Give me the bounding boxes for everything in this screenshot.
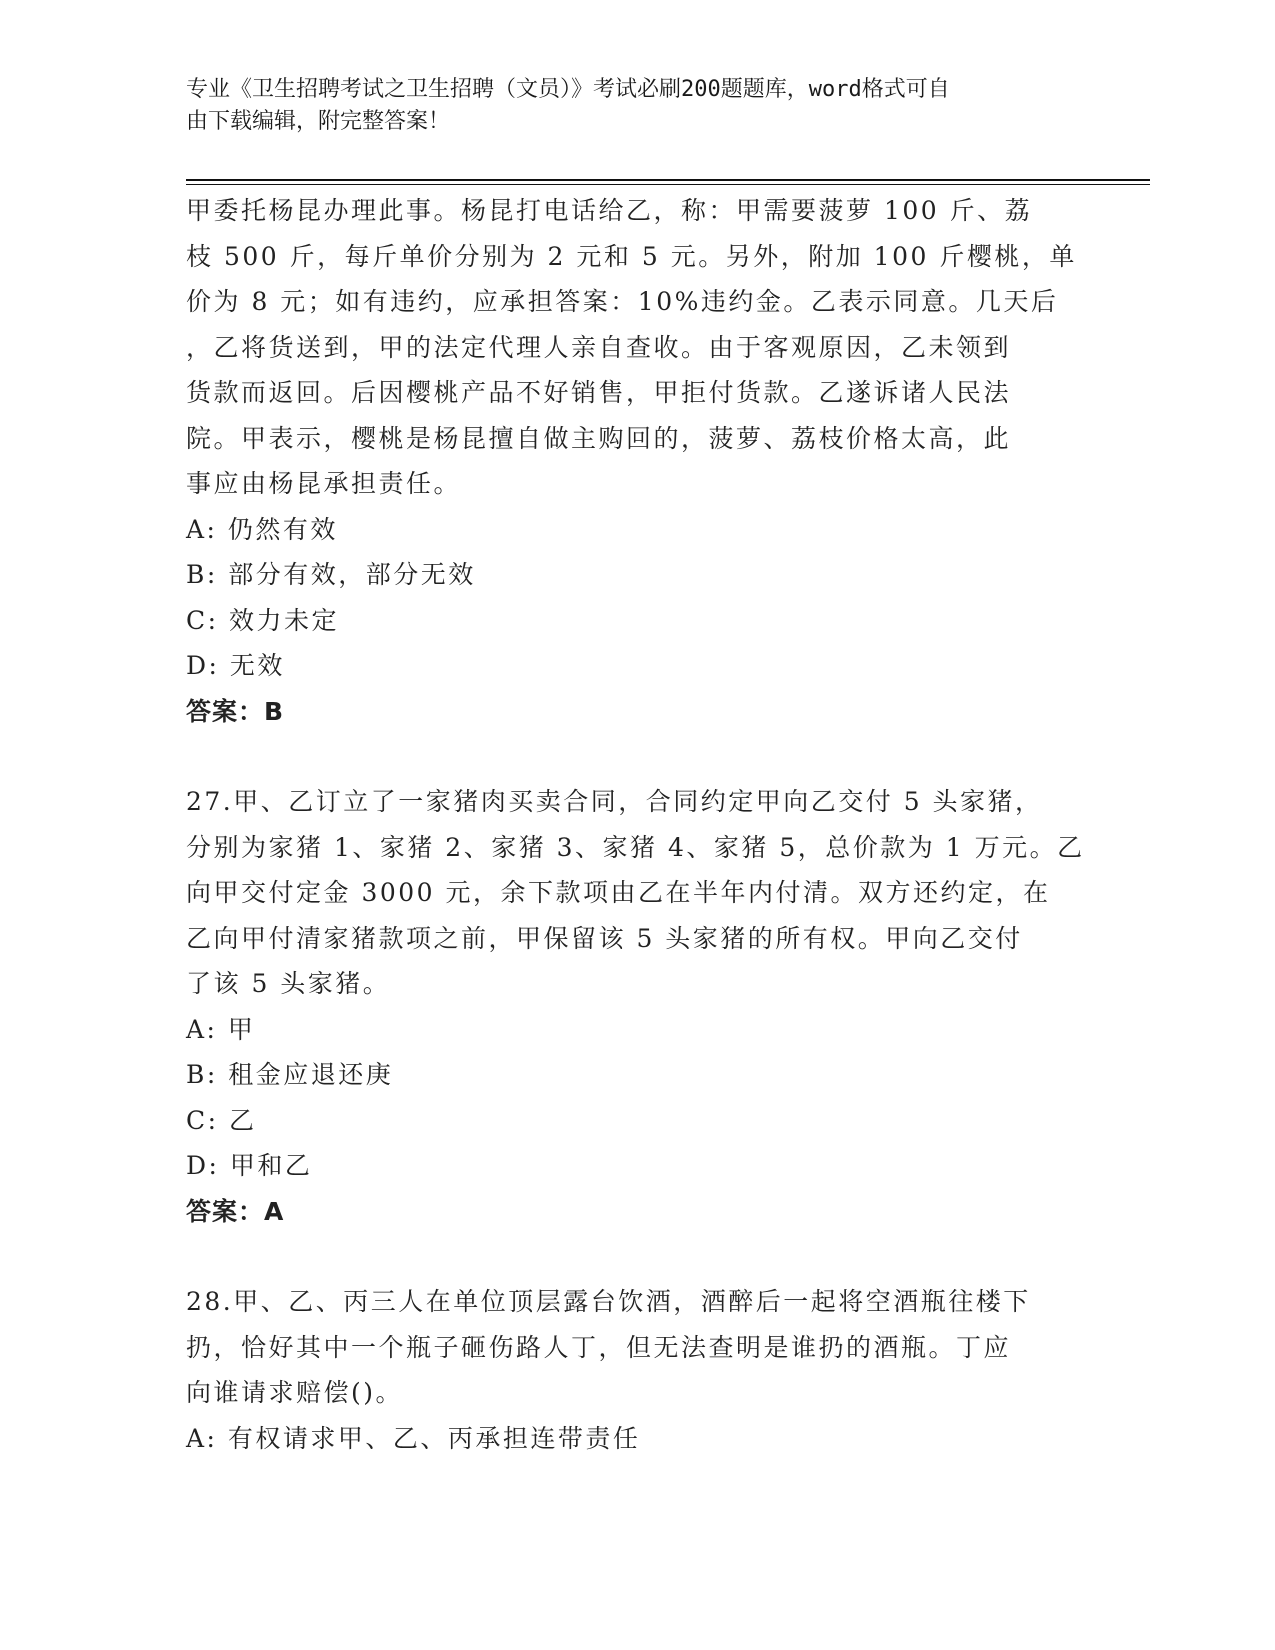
spacer bbox=[186, 1234, 1086, 1279]
question-26-continuation bbox=[186, 188, 1086, 734]
answer-line: 答案：A bbox=[186, 1196, 285, 1226]
option-c: C: 乙 bbox=[186, 1105, 257, 1135]
option-a: A: 甲 bbox=[186, 1014, 256, 1044]
header-rule-thick bbox=[186, 179, 1150, 181]
question-27 bbox=[186, 779, 1086, 1234]
option-c: C: 效力未定 bbox=[186, 605, 339, 635]
option-a: A: 仍然有效 bbox=[186, 514, 338, 544]
document-header: 专业《卫生招聘考试之卫生招聘（文员）》考试必刷200题题库，word格式可自 由下载编辑，附完整答案！ bbox=[186, 77, 950, 134]
question-28 bbox=[186, 1279, 1086, 1461]
option-d: D: 甲和乙 bbox=[186, 1151, 313, 1180]
option-b: B: 部分有效，部分无效 bbox=[186, 560, 476, 589]
option-a: A: 有权请求甲、乙、丙承担连带责任 bbox=[186, 1423, 641, 1453]
document-body bbox=[186, 188, 1086, 1461]
question-text: 甲委托杨昆办理此事。杨昆打电话给乙，称：甲需要菠萝 100 斤、荔 枝 500 斤，每斤单价分别为 2 元和 5 元。另外，附加 100 斤樱桃，单 价为 8 元；如有违约，应承担答案：10%违约金。乙表示同意。几天后 ，乙将货送到，甲的法定代理人亲自查收。由于客观原因，乙未领到 货款而返回。后因樱桃产品不好销售，甲拒付货款。乙遂诉诸人民法 院。甲表示，樱桃是杨昆擅自做主购回的，菠萝、荔枝价格太高，此 事应由杨昆承担责任。 bbox=[186, 196, 1077, 498]
answer-line: 答案：B bbox=[186, 696, 285, 726]
header-rule-thin bbox=[186, 184, 1150, 185]
question-text: 27.甲、乙订立了一家猪肉买卖合同，合同约定甲向乙交付 5 头家猪， 分别为家猪 1、家猪 2、家猪 3、家猪 4、家猪 5，总价款为 1 万元。乙 向甲交付定金 3000 元，余下款项由乙在半年内付清。双方还约定，在 乙向甲付清家猪款项之前，甲保留该 5 头家猪的所有权。甲向乙交付 了该 5 头家猪。 bbox=[186, 787, 1085, 998]
question-text: 28.甲、乙、丙三人在单位顶层露台饮酒，酒醉后一起将空酒瓶往楼下 扔，恰好其中一个瓶子砸伤路人丁，但无法查明是谁扔的酒瓶。丁应 向谁请求赔偿()。 bbox=[186, 1287, 1031, 1407]
option-d: D: 无效 bbox=[186, 651, 285, 680]
spacer bbox=[186, 734, 1086, 779]
option-b: B: 租金应退还庚 bbox=[186, 1060, 394, 1089]
